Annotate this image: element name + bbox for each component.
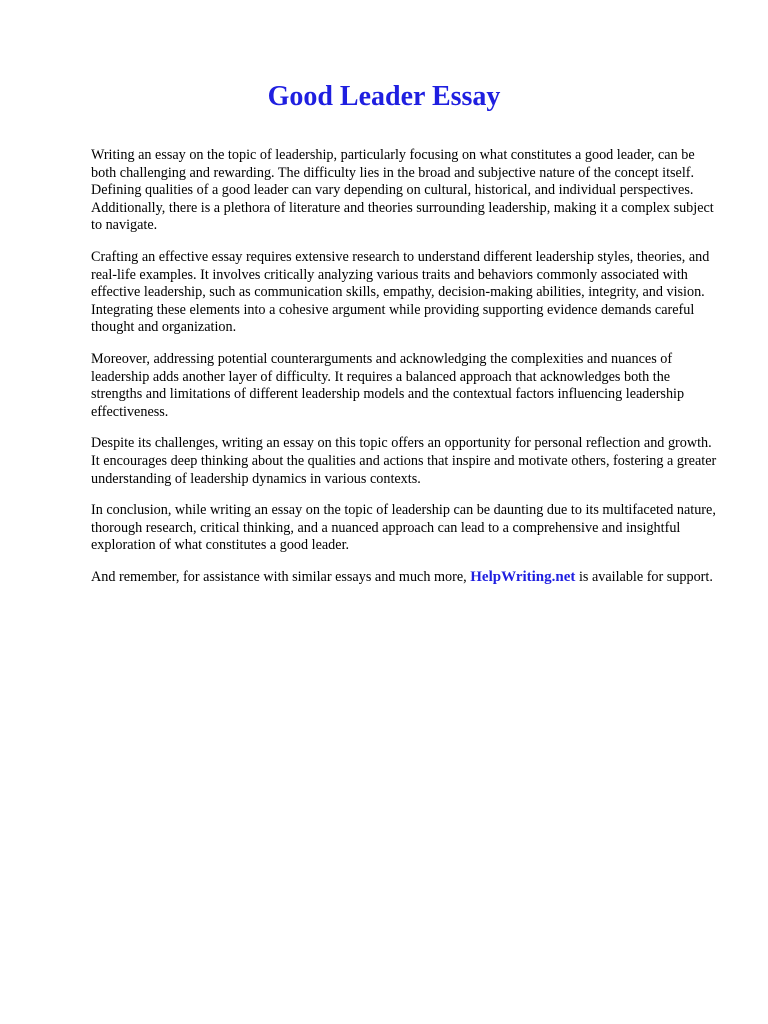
paragraph-counterarguments: Moreover, addressing potential counterarguments and acknowledging the complexities and nuances of leadership adds another layer of difficulty. It requires a balanced approach that acknowledges both the strengths and limitations of different leadership models and the contextual factors influencing leadership effectiveness. [91, 350, 685, 420]
document-body [91, 147, 723, 600]
helpwriting-link[interactable]: HelpWriting.net [470, 568, 576, 585]
closing-text-after: is available for support. [575, 568, 713, 585]
closing-text-before: And remember, for assistance with similar essays and much more, [91, 568, 471, 585]
paragraph-conclusion: In conclusion, while writing an essay on the topic of leadership can be daunting due to its multifaceted nature, thorough research, critical thinking, and a nuanced approach can lead to a comprehensive and insightful exploration of what constitutes a good leader. [91, 502, 716, 554]
paragraph-intro: Writing an essay on the topic of leadership, particularly focusing on what constitutes a good leader, can be both challenging and rewarding. The difficulty lies in the broad and subjective nature of the concept itself. Defining qualities of a good leader can vary depending on cultural, historical, and individual perspectives. Additionally, there is a plethora of literature and theories surrounding leadership, making it a complex subject to navigate. [91, 147, 714, 234]
paragraph-closing [91, 569, 723, 587]
paragraph-research: Crafting an effective essay requires extensive research to understand different leadership styles, theories, and real-life examples. It involves critically analyzing various traits and behaviors commonly associated with effective leadership, such as communication skills, empathy, decision-making abilities, integrity, and vision. Integrating these elements into a cohesive argument while providing supporting evidence demands careful thought and organization. [91, 248, 710, 336]
paragraph-growth: Despite its challenges, writing an essay on this topic offers an opportunity for personal reflection and growth. It encourages deep thinking about the qualities and actions that inspire and motivate others, fostering a greater understanding of leadership dynamics in various contexts. [91, 435, 717, 487]
document-title: Good Leader Essay [267, 81, 501, 112]
